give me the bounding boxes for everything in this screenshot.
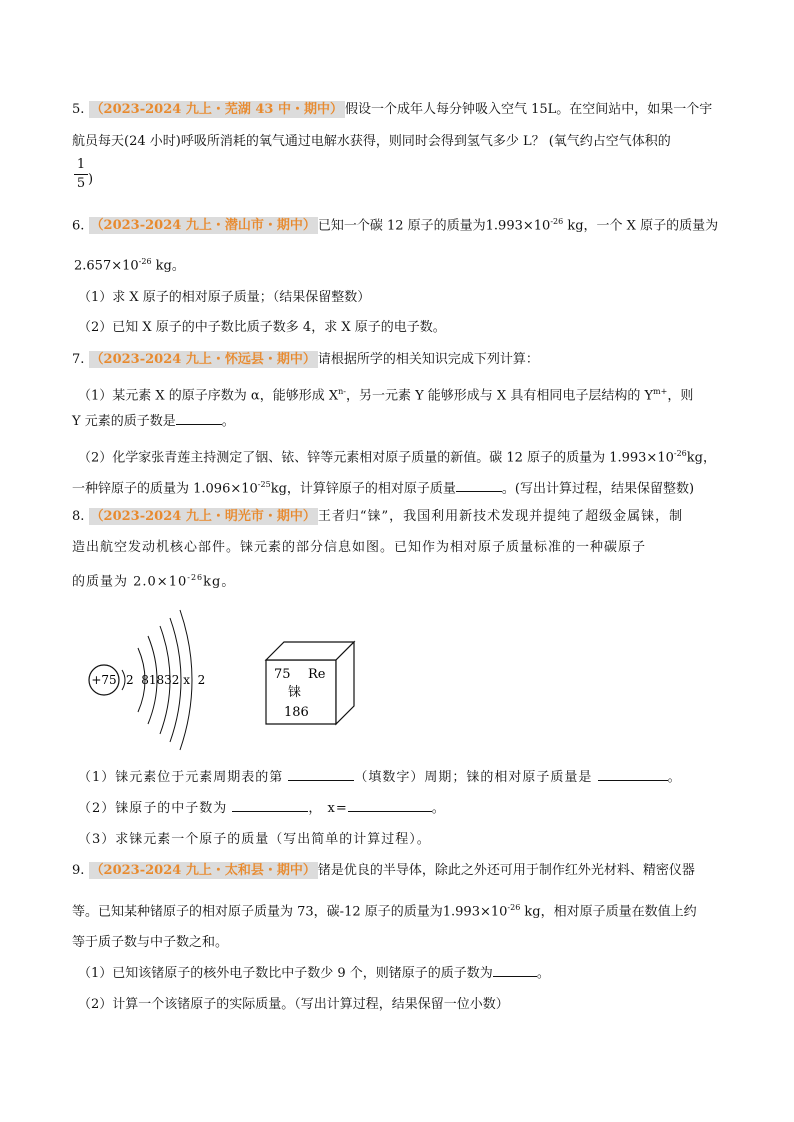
q6-line1	[72, 212, 718, 236]
q7-sub1-text-c: ，则	[667, 388, 694, 404]
q5-source-tag: （2023-2024 九上・芜湖 43 中・期中）	[90, 102, 343, 117]
q7-sub1-line1	[78, 382, 693, 406]
element-relative-mass: 186	[284, 705, 309, 720]
q5-line2	[72, 132, 671, 152]
q7-source-tag: （2023-2024 九上・怀远县・期中）	[90, 352, 316, 367]
q8-line2: 造出航空发动机核心部件。铼元素的部分信息如图。已知作为相对原子质量标准的一种碳原子	[72, 540, 647, 555]
q9-sub1-text-a: （1）已知该锗原子的核外电子数比中子数少 9 个，则锗原子的质子数为	[78, 966, 493, 981]
electron-shell-arc	[122, 670, 125, 690]
q7-sub1-line2	[72, 412, 235, 432]
q8-text-1: 王者归“铼”，我国利用新技术发现并提纯了超级金属铼，制	[317, 509, 684, 524]
q8-text-3-exp: -26	[187, 573, 204, 582]
q9-source-tag: （2023-2024 九上・太和县・期中）	[90, 863, 316, 878]
q8-sub2-text-b: ， x=	[308, 801, 348, 816]
q9-line1	[72, 861, 695, 881]
q7-sub2-line2	[72, 475, 694, 499]
q8-sub1-text-c: 。	[667, 770, 682, 785]
element-symbol: Re	[308, 667, 326, 682]
q9-sub2: （2）计算一个该锗原子的实际质量。（写出计算过程，结果保留一位小数）	[78, 997, 509, 1012]
q6-source-tag: （2023-2024 九上・潜山市・期中）	[90, 218, 316, 234]
q7-sub1-text-e: 。	[221, 414, 235, 429]
q5-text-2: 航员每天(24 小时)呼吸所消耗的氧气通过电解水获得，则同时会得到氢气多少 L？ (氧气约占空气体积的	[72, 134, 671, 149]
q6-carbon-mass: 1.993×10	[485, 218, 551, 234]
q6-sub1: （1）求 X 原子的相对原子质量；（结果保留整数）	[78, 290, 371, 305]
q5-text-1: 假设一个成年人每分钟吸入空气 15L。在空间站中，如果一个宇	[344, 102, 713, 117]
q8-sub1-mass-blank[interactable]	[598, 768, 668, 781]
q7-sub2-text-d: kg，计算锌原子的相对原子质量	[270, 481, 456, 497]
q8-sub1	[78, 768, 682, 788]
nucleus-label: +75	[91, 673, 117, 687]
q9-carbon-exp: -26	[507, 903, 521, 912]
q5-fraction-tail: )	[88, 172, 94, 187]
q6-x-exp: -26	[138, 257, 152, 266]
q8-sub2-x-blank[interactable]	[348, 799, 432, 812]
element-atomic-number: 75	[274, 667, 291, 682]
q7-text-1: 请根据所学的相关知识完成下列计算：	[317, 352, 539, 367]
q7-sub2-text-b: kg，	[686, 450, 716, 466]
q9-text-2a: 等。已知某种锗原子的相对原子质量为 73，碳-12 原子的质量为	[72, 904, 443, 920]
q6-line2	[74, 252, 185, 276]
q5-fraction-numerator: 1	[76, 157, 86, 172]
q7-sub2-line1	[78, 444, 716, 468]
q5-line1	[72, 100, 712, 120]
q7-sub2-exp1: -26	[673, 449, 687, 458]
q7-sub2-text-e: 。(写出计算过程，结果保留整数)	[501, 481, 695, 497]
q6-carbon-exp: -26	[550, 217, 564, 226]
q7-sub1-text-b: ，另一元素 Y 能够形成与 X 具有相同电子层结构的 Y	[345, 388, 654, 404]
q5-number: 5.	[72, 102, 85, 117]
q8-sub1-period-blank[interactable]	[288, 768, 354, 781]
q6-text-1b: ，一个 X 原子的质量为	[583, 218, 719, 234]
q7-sub2-exp2: -25	[257, 480, 271, 489]
q7-sub1-text-d: Y 元素的质子数是	[72, 414, 176, 429]
q9-text-2b: ，相对原子质量在数值上约	[540, 904, 697, 920]
q8-sub2-text-a: （2）铼原子的中子数为	[78, 801, 228, 816]
rhenium-atom-structure-diagram	[82, 598, 242, 758]
electron-shell-counts: 2 81832 x 2	[126, 673, 206, 687]
q8-sub2	[78, 799, 446, 819]
q7-number: 7.	[72, 352, 85, 367]
q8-source-tag: （2023-2024 九上・明光市・期中）	[90, 509, 316, 524]
element-cell-box	[264, 638, 364, 730]
q9-number: 9.	[72, 863, 85, 878]
q7-sub1-text-a: （1）某元素 X 的原子序数为 α，能够形成 X	[78, 388, 339, 404]
q5-fraction	[74, 157, 88, 192]
q8-sub1-text-b: （填数字）周期；铼的相对原子质量是	[354, 770, 593, 785]
q8-line1	[72, 507, 683, 527]
element-name: 铼	[288, 685, 302, 700]
q8-text-3b: kg。	[203, 574, 236, 590]
q6-number: 6.	[72, 218, 85, 234]
q5-fraction-bar	[74, 174, 88, 175]
q5-fraction-denominator: 5	[76, 176, 86, 191]
q6-x-mass: 2.657×10	[74, 258, 139, 274]
q9-carbon-mass: 1.993×10	[442, 904, 508, 920]
q8-sub3: （3）求铼元素一个原子的质量（写出简单的计算过程）。	[78, 832, 431, 847]
q7-sub2-text-c: 一种锌原子的质量为 1.096×10	[72, 481, 258, 497]
q9-sub1-answer-blank[interactable]	[493, 964, 537, 977]
q9-carbon-unit: kg	[520, 904, 541, 920]
q7-sub2-answer-blank[interactable]	[456, 479, 502, 492]
q6-sub2: （2）已知 X 原子的中子数比质子数多 4，求 X 原子的电子数。	[78, 320, 446, 335]
q8-line3	[72, 568, 235, 592]
q7-line1	[72, 350, 539, 370]
q9-sub1	[78, 964, 550, 984]
q9-line3: 等于质子数与中子数之和。	[72, 935, 229, 950]
q6-carbon-unit: kg	[563, 218, 584, 234]
q8-text-3a: 的质量为 2.0×10	[72, 574, 188, 590]
q8-sub2-neutron-blank[interactable]	[232, 799, 308, 812]
q9-line2	[72, 898, 697, 922]
q7-sub1-sup-m: m+	[653, 387, 668, 396]
q9-text-1: 锗是优良的半导体，除此之外还可用于制作红外光材料、精密仪器	[317, 863, 695, 878]
q7-sub1-answer-blank[interactable]	[176, 412, 222, 425]
q8-number: 8.	[72, 509, 85, 524]
q7-sub1-sup-n: n-	[338, 387, 346, 396]
q6-text-1a: 已知一个碳 12 原子的质量为	[317, 218, 486, 234]
q8-sub1-text-a: （1）铼元素位于元素周期表的第	[78, 770, 284, 785]
q9-sub1-text-b: 。	[536, 966, 550, 981]
q7-sub2-text-a: （2）化学家张青莲主持测定了铟、铱、锌等元素相对原子质量的新值。碳 12 原子的质量为 1.993×10	[78, 450, 674, 466]
q8-sub2-text-c: 。	[431, 801, 446, 816]
q6-x-unit: kg。	[151, 258, 185, 274]
